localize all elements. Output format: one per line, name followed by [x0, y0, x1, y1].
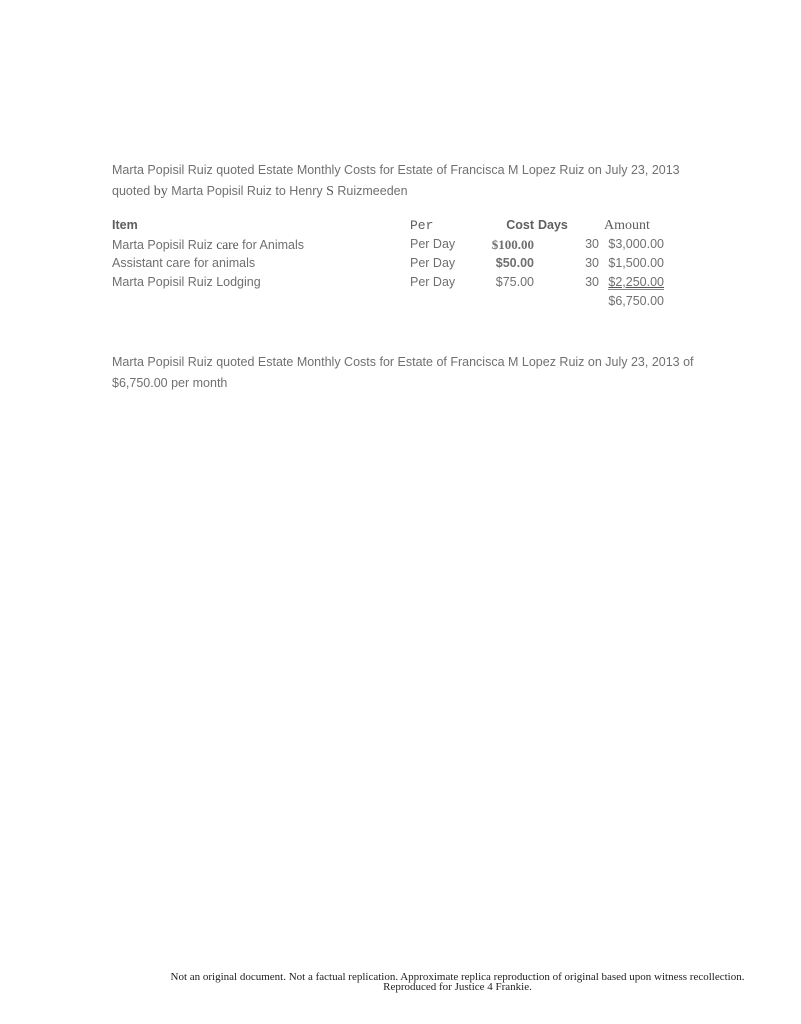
header-cost: Cost: [506, 218, 534, 232]
table-row: [112, 275, 672, 294]
row-per: Per Day: [410, 256, 456, 270]
total-amount: $6,750.00: [608, 294, 664, 308]
row-item-prefix: Marta Popisil Ruiz: [112, 238, 217, 252]
intro-line-1: Marta Popisil Ruiz quoted Estate Monthly Costs for Estate of Francisca M Lopez Ruiz on July 23, 2013: [112, 163, 680, 177]
footer-line-2: Reproduced for Justice 4 Frankie.: [383, 981, 532, 993]
row-cost: $50.00: [495, 256, 534, 270]
intro-line-2-prefix: quoted: [112, 184, 154, 198]
row-item: Assistant care for animals: [112, 256, 256, 270]
table-total-row: [112, 294, 672, 313]
footer-line-1: Not an original document. Not a factual replication. Approximate replica reproduction of original based upon witness recollection.: [170, 971, 745, 983]
row-item-care: care: [216, 237, 239, 252]
row-days: 30: [585, 275, 599, 289]
row-amount: $3,000.00: [608, 237, 664, 251]
intro-line-2: [112, 181, 712, 202]
row-item: Marta Popisil Ruiz Lodging: [112, 275, 261, 289]
disclaimer-footer: [145, 972, 770, 992]
intro-line-2-mid: Marta Popisil Ruiz to Henry: [167, 184, 327, 198]
summary-paragraph: [112, 352, 722, 394]
summary-line-2: $6,750.00 per month: [112, 376, 228, 390]
row-item: [112, 237, 304, 253]
row-amount: [604, 275, 664, 289]
row-amount: $1,500.00: [608, 256, 664, 270]
intro-line-2-initial: S: [326, 184, 334, 199]
cost-table: [112, 218, 672, 313]
header-days: Days: [538, 218, 568, 232]
row-cost: $75.00: [495, 275, 534, 289]
row-days: 30: [585, 237, 599, 251]
row-cost: $100.00: [491, 237, 534, 252]
row-amount-underlined: $2,250.00: [608, 275, 664, 289]
intro-line-2-suffix: Ruizmeeden: [333, 184, 408, 198]
row-days: 30: [585, 256, 599, 270]
intro-line-2-by: by: [153, 184, 168, 199]
header-amount: Amount: [604, 218, 650, 233]
table-row: [112, 237, 672, 256]
row-per: Per Day: [410, 275, 456, 289]
header-item: Item: [112, 218, 138, 232]
summary-line-1: Marta Popisil Ruiz quoted Estate Monthly Costs for Estate of Francisca M Lopez Ruiz on July 23, 2013 of: [112, 355, 694, 369]
header-per: Per: [410, 218, 434, 233]
intro-paragraph: [112, 160, 712, 202]
row-item-suffix: for Animals: [238, 238, 304, 252]
table-row: [112, 256, 672, 275]
table-header-row: [112, 218, 672, 237]
row-per: Per Day: [410, 237, 456, 251]
